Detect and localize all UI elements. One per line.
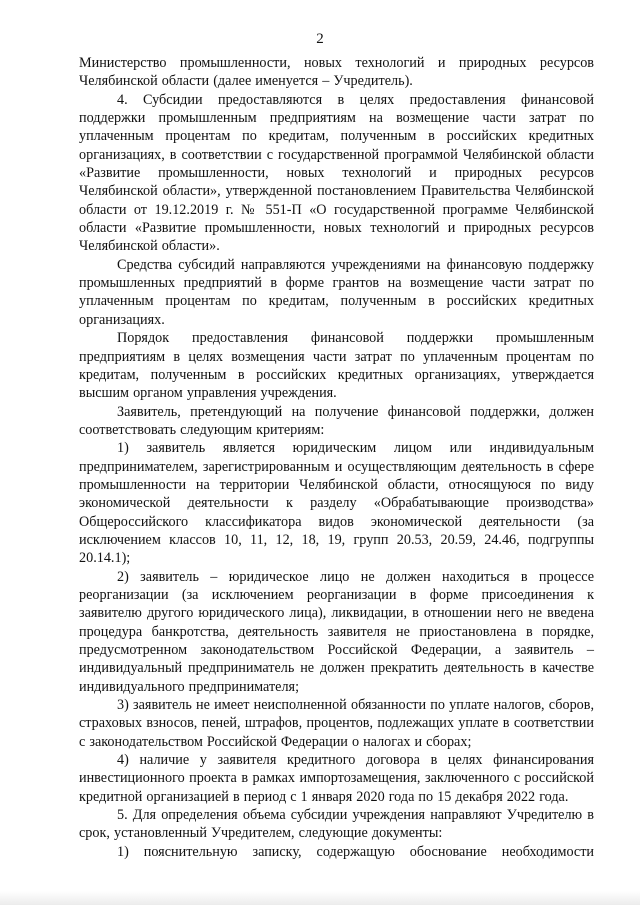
document-body — [79, 54, 594, 861]
criterion-2: 2) заявитель – юридическое лицо не должен находиться в процессе реорганизации (за исключением реорганизации в форме присоединения к заявителю другого юридического лица), ликвидации, в отношении него не введена процедура банкротства, деятельность заявителя не приостановлена в порядке, предусмотренном законодательством Российской Федерации, а заявитель – индивидуальный предприниматель не должен прекратить деятельность в качестве индивидуального предпринимателя; — [79, 568, 594, 695]
paragraph-item-5: 5. Для определения объема субсидии учреждения направляют Учредителю в срок, установленный Учредителем, следующие документы: — [79, 807, 594, 842]
criterion-3: 3) заявитель не имеет неисполненной обязанности по уплате налогов, сборов, страховых взносов, пеней, штрафов, процентов, подлежащих уплате в соответствии с законодательством Российской Федерации о налогах и сборах; — [79, 697, 594, 750]
paragraph-procedure: Порядок предоставления финансовой поддержки промышленным предприятиям в целях возмещения части затрат по уплаченным процентам по кредитам, полученным в российских кредитных организациях, утверждается высшим органом управления учреждения. — [79, 330, 594, 402]
document-list-item-1: 1) пояснительную записку, содержащую обоснование необходимости — [117, 843, 594, 860]
paragraph-applicant-criteria: Заявитель, претендующий на получение финансовой поддержки, должен соответствовать следующим критериям: — [79, 403, 594, 438]
criterion-4: 4) наличие у заявителя кредитного договора в целях финансирования инвестиционного проекта в рамках импортозамещения, заключенного с российской кредитной организацией в период с 1 января 2020 года по 15 декабря 2022 года. — [79, 752, 594, 805]
paragraph-continuation: Министерство промышленности, новых технологий и природных ресурсов Челябинской области (далее именуется – Учредитель). — [79, 55, 594, 90]
criterion-1: 1) заявитель является юридическим лицом или индивидуальным предпринимателем, зарегистрированным и осуществляющим деятельность в сфере промышленности на территории Челябинской области, относящуюся по виду экономической деятельности к разделу «Обрабатывающие производства» Общероссийского классификатора видов экономической деятельности (за исключением классов 10, 11, 12, 18, 19, групп 20.53, 20.59, 24.46, подгруппы 20.14.1); — [79, 440, 594, 567]
paragraph-item-4: 4. Субсидии предоставляются в целях предоставления финансовой поддержки промышленным предприятиям на возмещение части затрат по уплаченным процентам по кредитам, полученным в российских кредитных организациях, в соответствии с государственной программой Челябинской области «Развитие промышленности, новых технологий и природных ресурсов Челябинской области», утвержденной постановлением Правительства Челябинской области от 19.12.2019 г. № 551-П «О государственной программе Челябинской области «Развитие промышленности, новых технологий и природных ресурсов Челябинской области». — [79, 91, 594, 255]
paragraph-subsidy-funds: Средства субсидий направляются учреждениями на финансовую поддержку промышленных предприятий в форме грантов на возмещение части затрат по уплаченным процентам по кредитам, полученным в российских кредитных организациях. — [79, 256, 594, 328]
scan-bottom-edge — [0, 891, 640, 905]
page-number: 2 — [316, 31, 324, 47]
